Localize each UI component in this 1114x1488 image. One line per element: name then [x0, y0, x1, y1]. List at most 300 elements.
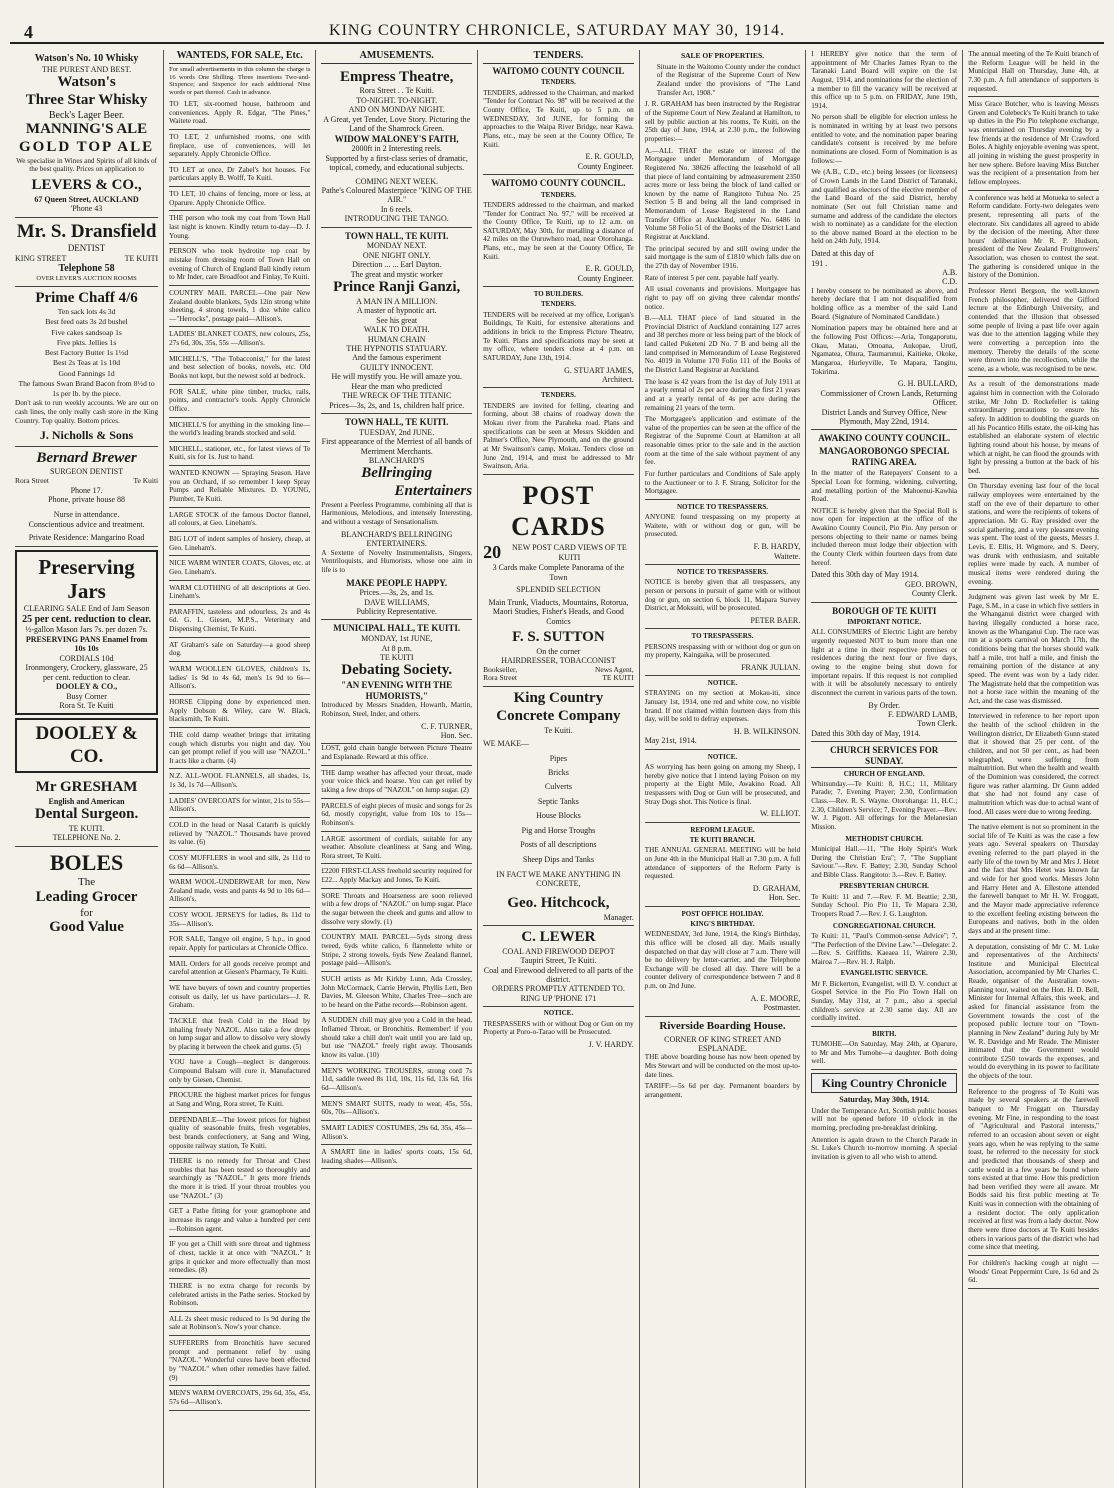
- wanted-ad: MEN'S WARM OVERCOATS, 29s 6d, 35s, 45s, 57s 6d—Allison's.: [169, 1389, 311, 1406]
- purest-text: THE PUREST AND BEST.: [42, 64, 132, 74]
- wanted-ad: PROCURE the highest market prices for fungus at Sang and Wing, Rora street, Te Kuiti.: [169, 1091, 311, 1108]
- gould2: E. R. GOULD,: [585, 264, 634, 274]
- hitchcock-name: Geo. Hitchcock,: [507, 894, 610, 911]
- grocery-item: Five pkts. Jellies 1s: [56, 337, 117, 347]
- classified-ad: PARCELS of eight pieces of music and songs for 2s 6d, mostly copyright, value from 10s to 15s—Robinson's.: [321, 801, 473, 827]
- tender4-body: TENDERS are invited for felling, clearing and forming, about 38 chains of roadway down the Mokau river from the Paraheka road. Plans and specifications can be seen at Messrs Skidden and Palmer's Office, New Plymouth, and on the ground at Mr Swainson's camp, Mokau. Tenders close on June 2nd, 1914, and must be addressed to Mr Swainson, Aria.: [483, 401, 634, 471]
- wanted-ad: COUNTRY MAIL PARCEL—One pair New Zealand double blankets, 5yds 12in strong white sheeting, 4 strong towels, 1 doz white calico—"Herrocks", postage paid—Allison's.: [169, 288, 311, 323]
- tender2-body: TENDERS addressed to the chairman, and marked "Tender for Contract No. 97," will be received at the County Office, Te Kuiti, up to 12 a.m. on SATURDAY, May 30th, for metalling a distance of 42 miles on the Ouruwhero road, near Otorohanga. Plans, etc., may be seen at the County Office, Te Kuiti.: [483, 200, 634, 261]
- for-text: for: [80, 906, 93, 919]
- dransfield-name: Mr. S. Dransfield: [16, 220, 157, 242]
- news-paragraph: The native element is not so prominent in the social life of Te Kuiti as was the case a few years ago. Several speakers on Thursday evening referred to the part played in the early life of the town by Mr and Mrs J. Hetet and the fact that Mrs Hetet was known far and wide for her good works. Messrs John and Harry Hetet and A. Ellestone attended the farewell banquet to Mr H. W. Froggatt, and the Mayor made appreciative reference to the excellent feeling existing between the Europeans and natives, both in the olden days and at the present time.: [968, 823, 1099, 935]
- baer: PETER BAER.: [750, 615, 801, 625]
- consumers-text: ALL CONSUMERS of Electric Light are hereby urgently requested NOT to burn more than one light at a time in their respective premises or residences during the next four or five days, owing to the engine being shut down for important repairs. If this request is not complied with it will be absolutely necessary to entirely disconnect the current in various parts of the town.: [811, 628, 958, 697]
- great-yet-text: A Great, yet Tender, Love Story. Picturing the Land of the Shamrock Green.: [323, 114, 471, 134]
- wanted-ad: HORSE Clipping done by experienced men. Apply Dobson & Wiley, care W. Black, blacksmith, Te Kuiti.: [169, 697, 311, 724]
- gresham-ad: [15, 776, 158, 847]
- lot-b: B.—ALL THAT piece of land situated in the Provincial District of Auckland containing 127 acres and 38 perches more or less being part of the block of land called Puketeni 2D No. 7 B and being all the land comprised in Memorandum of Lease Registered No. 4019 in Volume 170 Folio 111 of the Books of the District Land Registrar at Auckland.: [644, 314, 801, 374]
- classified-ad: SORE Throats and Hoarseness are soon relieved with a few drops of "NAZOL" on lump sugar. Place the sugar between the cheek and gums and allow to dissolve very slowly. (1): [321, 891, 473, 926]
- empress-addr: Rora Street . . Te Kuiti.: [359, 86, 434, 96]
- bullard: G. H. BULLARD,: [897, 379, 958, 389]
- pub-rep: Publicity Representative.: [356, 607, 437, 617]
- blanchards2-text: BLANCHARD'S BELLRINGING ENTERTAINERS.: [340, 529, 453, 549]
- masthead-title: KING COUNTRY CHRONICLE, SATURDAY MAY 30, 1914.: [329, 22, 785, 39]
- dr-phone: Telephone 58: [58, 263, 115, 275]
- empress-title: Empress Theatre,: [340, 68, 454, 85]
- debating-title: Debating Society.: [341, 662, 453, 679]
- entertainers-title: Entertainers: [394, 483, 473, 500]
- further-text: For further particulars and Conditions of Sale apply to the Auctioneer or to J. F. Strang, Solicitor for the Mortgagee.: [644, 470, 801, 496]
- townhall2-text: TOWN HALL, TE KUITI.: [344, 417, 449, 428]
- meth-text: Municipal Hall.—11, "The Holy Spirit's Work During the Christian Era"; 7, "The Suppliant Saviour."—Rev. F. Battey; 2.30, Sunday School and Bible Class. Rangitoto: 3.—Rev. F. Battey.: [811, 844, 958, 879]
- situate-text: Situate in the Waitomo County under the conduct of the Registrar of the Supreme Court of New Zealand under the provisions of "The Land Transfer Act, 1908.": [656, 62, 801, 97]
- dooley-big: DOOLEY & CO.: [35, 723, 138, 767]
- tonight-text: TO-NIGHT. TO-NIGHT.: [356, 95, 438, 105]
- grocery-item: Five cakes sandsoap 1s: [51, 327, 122, 337]
- concrete-title: Concrete Company: [496, 707, 621, 724]
- eng2: County Engineer.: [577, 273, 634, 283]
- fb-hardy: F. B. HARDY,: [753, 542, 801, 552]
- product-item: House Blocks: [536, 811, 581, 821]
- becks-text: Beck's Lager Beer.: [48, 109, 125, 121]
- tel2-text: TELEPHONE No. 2.: [52, 833, 121, 843]
- classified-ad: THE damp weather has affected your throat, made your voice thick and hoarse. You can get relief by taking a few drops of "NAZOL" on lump sugar. (2): [321, 768, 473, 794]
- ranji-line: He will mystify you. He will amaze you.: [331, 372, 462, 382]
- wanted-ad: MICHELL'S for anything in the smoking line—the world's leading brands stocked and sold.: [169, 420, 311, 438]
- phone88-text: Phone, private house 88: [48, 494, 125, 504]
- evening-text: "AN EVENING WITH THE HUMORISTS,": [341, 680, 453, 701]
- corner-text: CORNER OF KING STREET AND ESPLANADE.: [664, 1034, 781, 1053]
- phone17-text: Phone 17.: [70, 485, 103, 495]
- column-6: [806, 50, 963, 1488]
- sale-head: SALE OF PROPERTIES.: [680, 51, 764, 60]
- brown: GEO. BROWN,: [904, 579, 958, 589]
- wanted-ad: LADIES' BLANKET COATS, new colours, 25s, 27s 6d, 30s, 35s, 55s —Allison's.: [169, 330, 311, 348]
- dated-text: Dated at this day of: [811, 249, 874, 259]
- year191-text: 191 .: [811, 258, 828, 268]
- wanted-ad: PERSON who took hydrotite top coat by mistake from dressing room of Town Hall on evening of Church of England Ball kindly return to Mr Inder, care Broadfoot and Finlay, Te Kuiti.: [169, 247, 311, 282]
- municipal-text: MUNICIPAL HALL, TE KUITI.: [333, 623, 461, 634]
- mystic-text: The great and mystic worker: [350, 269, 443, 279]
- dr-addr-right: TE KUITI: [124, 253, 159, 263]
- watsons-text: Watson's: [57, 74, 116, 91]
- chaff-ad: [15, 287, 158, 447]
- ranji-line: Prices—3s, 2s, and 1s, children half price.: [329, 400, 465, 410]
- news-paragraph: Professor Henri Bergson, the well-known French philosopher, delivered the Gifford lecture at the Edinburgh University, and contended that the illusion that obsessed some people of living a past life over again was due to the attention lagging while they were converting a perception into the memory. Thereby the details of the scene were thrown into the recollection, while the scene, as a whole, was recognised to be new.: [968, 287, 1099, 373]
- ranji-name: Prince Ranji Ganzi,: [333, 279, 461, 296]
- levers-text: LEVERS & CO.,: [31, 177, 142, 194]
- tekuiti-text: Te Kuiti: [133, 475, 159, 485]
- concrete-ad: [483, 687, 634, 926]
- wanted-ad: DEPENDABLE—The lowest prices for highest quality of seasonable fruits, fresh vegetables, best brands confectionery, at Sang and Wing, opposite railway station, Te Kuiti.: [169, 1115, 311, 1150]
- hon-sec: Hon. Sec.: [768, 893, 801, 903]
- column-2: [164, 50, 316, 1488]
- mangaorongo-title: MANGAOROBONGO SPECIAL RATING AREA.: [819, 446, 950, 467]
- persons-text: PERSONS trespassing with or without dog or gun on my property, Kaingaika, will be prosecuted.: [644, 642, 801, 660]
- wanted-ad: THERE is no remedy for Throat and Chest troubles that has been tested so thoroughly and searchingly as "NAZOL." It gets more friends the more it is tried. If your throat troubles you use "NAZOL." (3): [169, 1157, 311, 1200]
- sextette-text: A Sextette of Novelty Instrumentalists, Singers, Ventriloquists, and Humorists, whose one aim in life is to: [321, 548, 473, 574]
- all-tres: NOTICE is hereby given that all trespassers, any person or persons in pursuit of game with or without dog or gun, on section 6, block 11, Mapara Survey District, at Moksuiti, will be prosecuted.: [644, 578, 801, 613]
- lease-text: The lease is 42 years from the 1st day of July 1911 at a yearly rental of 2s per acre during the first 21 years and at a yearly rental of 4s per acre during the remaining 21 years of the term.: [644, 377, 801, 412]
- blanchards-text: BLANCHARD'S: [368, 456, 425, 465]
- notice-tres2: NOTICE TO TRESPASSERS.: [676, 568, 769, 576]
- wanted-ad: TO LET, 10 chains of fencing, more or less, at Oparure. Apply Chronicle Office.: [169, 190, 311, 207]
- good-value-text: Good Value: [49, 919, 124, 936]
- classified-ad: SMART LADIES' COSTUMES, 29s 6d, 35s, 45s—Allison's.: [321, 1123, 473, 1141]
- kc-title: King Country: [513, 690, 604, 707]
- district-lands: District Lands and Survey Office, New Plymouth, May 22nd, 1914.: [821, 407, 947, 426]
- principal-text: The principal secured by and still owing under the said mortgage is the sum of £1810 which falls due on the 27th day of November 1916.: [644, 244, 801, 270]
- bellringing-ad: [321, 414, 472, 620]
- six-reels: In 6 reels.: [380, 204, 413, 214]
- ranji-line: See his great: [376, 315, 418, 325]
- classified-ad: LARGE assortment of cordials, suitable for any weather. Absolute cleanliness at Sang and Wing, Rora street, Te Kuiti.: [321, 834, 473, 860]
- introduced-text: Introduced by Messrs Snadden, Howarth, Martin, Robinson, Steel, Inder, and others.: [321, 701, 473, 718]
- riverside-title: Riverside Boarding House.: [659, 1019, 786, 1032]
- pans-text: PRESERVING PANS Enamel from 10s 10s: [25, 634, 148, 654]
- straying-text: STRAYING on my section at Mokau-iti, since January 1st, 1914, one red and white cow, no visible brand. If not claimed within fourteen days from this day, will be sold to defray expenses.: [644, 689, 801, 724]
- grocery-item: Ten sack lots 4s 3d: [57, 307, 116, 317]
- postmaster: Postmaster.: [763, 1003, 801, 1013]
- classified-ad: A SMART line in ladies' sports coats, 15s 6d, leading shades—Allison's.: [321, 1148, 473, 1165]
- tenders1-text: TENDERS.: [541, 78, 576, 87]
- leading-text: Leading Grocer: [35, 888, 138, 905]
- watsons-ad: [15, 50, 158, 218]
- news-paragraph: Interviewed in reference to her report upon the health of the school children in the Wellington district, Dr Elizabeth Gunn stated that it showed that 25 per cent. of the children, and not 50 per cent., as had been telegraphed, were suffering from malnutrition. But when the health and wealth of the Dominion was considered, the correct figure was rather alarming. Dr Gunn added that she had not found any case of malnutrition which was due to actual want of food. All cases were due to wrong feeding.: [968, 712, 1099, 816]
- news-paragraph: Miss Grace Butcher, who is leaving Messrs Green and Colebeck's Te Kuiti branch to take up duties in the Pio Pio telephone exchange, was entertained on Thursday evening by a few friends at the residence of Mr Crawford Boles. A highly enjoyable evening was spent, all joining in wishing the guest prosperity in her new sphere. Before leaving Miss Butcher was the recipient of a presentation from her fellow employees.: [968, 100, 1099, 186]
- postcards-title: POST CARDS: [511, 480, 606, 541]
- county-clerk: County Clerk.: [911, 589, 958, 599]
- wanted-ad: NICE WARM WINTER COATS, Gloves, etc. at Geo. Lineham's.: [169, 559, 311, 576]
- news-paragraph: On Thursday evening last four of the local railway employees were entertained by the staff on the eve of their departure to other stations, and were the recipients of tokens of appreciation. Mr G. Ray presided over the social gathering, and a very pleasant evening was spent. The toast of the guests, Messrs J. Levis, E. Ellis, H. Wigmore, and S. Deery, was drunk with enthusiasm, and suitable replies were made by each. A number of musical items were rendered during the evening.: [968, 482, 1099, 586]
- elliot: W. ELLIOT.: [760, 809, 801, 819]
- wanted-ad: MICHELL, stationer, etc., for latest views of Te Kuiti, six for 1s. Just to hand.: [169, 444, 311, 462]
- column-4: [478, 50, 640, 1488]
- classified-ad: A SUDDEN chill may give you a Cold in the head, Inflamed Throat, or Bronchitis. Remember! if you should take a chill don't wait until you are laid up, but use "NAZOL" freely right away. Thousands know its value. (10): [321, 1016, 473, 1060]
- ranji-line: WALK TO DEATH.: [363, 325, 430, 335]
- in-fact-text: IN FACT WE MAKE ANYTHING IN CONCRETE,: [496, 870, 621, 889]
- supported-text: Supported by a first-class series of dramatic, topical, comedy, and educational subjects.: [325, 153, 468, 173]
- coming-text: COMING NEXT WEEK.: [355, 176, 438, 186]
- congr-text: Te Kuiti: 11, "Paul's Common-sense Advice"; 7, "The Perfection of the Divine Law."—Delegate: 2.—Rev. S. Griffiths. Kaeaea 11, Wairere 2.30, Mairoa 7.—Rev. H. J. Ralph.: [811, 931, 958, 966]
- wed-text: WEDNESDAY, 3rd June, 1914, the King's Birthday, this office will be closed all day. Mails usually despatched on that day will close at 7 a.m. There will be no delivery by letter-carrier, and the Telephone Exchange will be closed all day. There will be a counter delivery of correspondence between 7 and 8 p.m. on 2nd June.: [644, 930, 801, 991]
- wanted-ad: THE cold damp weather brings that irritating cough which disturbs you night and day. You can get prompt relief if you will use "NAZOL." It acts like a charm. (4): [169, 730, 311, 765]
- important-title: IMPORTANT NOTICE.: [847, 618, 922, 627]
- wanted-ad: COSY MUFFLERS in wool and silk, 2s 11d to 6s 6d—Allison's.: [169, 853, 311, 871]
- on-corner: On the corner: [536, 646, 581, 656]
- consent-text: I hereby consent to be nominated as above, and hereby declare that I am not disqualified from holding office as a member of the said Land Board. (Signature of Nominated Candidate.): [811, 286, 958, 321]
- form-text: We (A.B., C.D., etc.) being lessees (or licensees) of Crown Lands in the Land District of Taranaki, and qualified as electors of the elective member of the Land Board of the said District, hereby nominate (Set out full Christian name and surname and address of the candidate the electors wish to nominate) as a candidate for the election to the above named Board at the election to be held on 24th July, 1914.: [811, 168, 958, 246]
- prices-text: Prices.—3s, 2s, and 1s.: [359, 588, 434, 598]
- notice2: NOTICE.: [707, 752, 738, 761]
- classified-ad: SUCH artists as Mr Kirkby Lunn, Ada Crossley, John McCormack, Carrie Herwin, Phyllis Lett, Ben Davies, M. Gleeson White, Charles Tree—such are to be heard on the Pathe records—Robinson agent.: [321, 974, 473, 1009]
- rora-left: Rora Street: [483, 673, 518, 683]
- nicholls-name: J. Nicholls & Sons: [39, 428, 134, 443]
- tango-text: INTRODUCING THE TANGO.: [344, 214, 449, 224]
- eng-amer: English and American: [48, 796, 125, 806]
- bellringing-title: Bellringing: [361, 465, 433, 482]
- col3-misc-list: [321, 744, 472, 1169]
- wanted-ad: LARGE STOCK of the famous Doctor flannel, all colours, at Geo. Lineham's.: [169, 510, 311, 528]
- news-paragraphs: [968, 50, 1099, 1289]
- wanted-ad: WE have buyers of town and country properties consult us daily, let us have particulars—J. R. Graham.: [169, 983, 311, 1010]
- dransfield-ad: [15, 218, 158, 287]
- wanted-ad: COSY WOOL JERSEYS for ladies, 8s 11d to 35s—Allison's.: [169, 911, 311, 928]
- classified-ad: £2200 FIRST-CLASS freehold security required for £22... Apply Mackay and Jones, Te Kuiti.: [321, 867, 473, 885]
- builders-title: TO BUILDERS.: [533, 290, 584, 299]
- methodist-title: METHODIST CHURCH.: [845, 834, 924, 843]
- brewer-ad: [15, 447, 158, 547]
- product-item: Posts of all descriptions: [520, 840, 597, 850]
- te-kuiti-caps: TE KUITI.: [68, 824, 105, 834]
- present-text: Present a Peerless Programme, combining all that is Harmonious, Melodious, and intensely Interesting, and without a vestage of Sensationalism.: [321, 500, 473, 527]
- wanted-ad: TO LET, six-roomed house, bathroom and conveniences. Apply R. Edgar, "The Pines," Waitete road.: [169, 99, 311, 126]
- wanted-ad: WARM WOOLLEN GLOVES, children's 1s, ladies' 1s 9d to 4s 6d, men's 1s 9d to 6s—Allison's.: [169, 665, 311, 691]
- levers-phone: 'Phone 43: [70, 204, 103, 214]
- wanted-ad: FOR SALE, Tangye oil engine, 5 h.p., in good repair. Apply for particulars at Chronicle Office.: [169, 935, 311, 953]
- te-kuiti-text: Te Kuiti.: [544, 725, 573, 735]
- wanted-ad: SUFFERERS from Bronchitis have secured prompt and permanent relief by using "NAZOL." Wonderful cures have been effected by "NAZOL" when other remedies have failed. (9): [169, 1339, 311, 1382]
- coal-text: COAL AND FIREWOOD DEPOT: [502, 946, 615, 956]
- column-3: [316, 50, 478, 1488]
- news-paragraph: A conference was held at Motueka to select a Reform candidate. Forty-two delegates were present, representing all parts of the electorate. Six candidates all agreed to abide by the decision of the meeting. After three hours' deliberation Mr R. P. Hudson, president of the New Zealand Fruitgrowers' Association, was chosen to contest the seat. The gathering is considered unique in the history of the Dominion.: [968, 193, 1099, 280]
- tekuiti-text: TE KUITI: [379, 652, 414, 662]
- church-head: CHURCH SERVICES FOR SUNDAY.: [811, 745, 957, 767]
- to-tres: TO TRESPASSERS.: [691, 632, 754, 641]
- tumohe-text: TUMOHE—On Saturday, May 24th, at Oparure, to Mr and Mrs Tumohe—a daughter. Both doing well.: [811, 1040, 958, 1066]
- rate-text: Rate of interest 5 per cent. payable half yearly.: [644, 273, 779, 282]
- special-roll: NOTICE is hereby given that the Special Roll is now open for inspection at the office of the Awakino County Council, Pio Pio. Any person or persons objecting to their name or names being included thereon must lodge their objection with the County Clerk within fourteen days from date hereof.: [811, 506, 958, 567]
- dgraham: D. GRAHAM,: [752, 883, 801, 893]
- coe-title: CHURCH OF ENGLAND.: [843, 769, 925, 778]
- monday1-text: MONDAY, 1st JUNE,: [361, 634, 433, 644]
- wanted-ad: TO LET at once, Dr Zabel's hot houses. For particulars apply B. Wolff, Te Kuiti.: [169, 165, 311, 183]
- news-paragraph: The annual meeting of the Te Kuiti branch of the Reform League will be held in the Municipal Hall on Thursday, June 4th, at 7.30 p.m. A full attendance of supporters is requested.: [968, 50, 1099, 93]
- the-text: The: [78, 875, 96, 888]
- page-number: 4: [24, 22, 33, 42]
- ranji-ad: [321, 228, 472, 414]
- wanted-ad: THERE is no extra charge for records by celebrated artists in the Pathe series. Stocked by Robinson.: [169, 1281, 311, 1308]
- nom-papers: Nomination papers may be obtained here and at the following Post Offices:—Aria, Tongaporutu, Okau, Matau, Omoana, Aukopae, Urutī, Ngamatea, Ohura, Taumarunui, Kaitieke, Okoke, Mangaroa, Hurleyville, Te Mapara, Tangitu, Tokirima.: [811, 324, 958, 376]
- wanted-ad: MAIL Orders for all goods receive prompt and careful attention at Giesen's Pharmacy, Te Kuiti.: [169, 959, 311, 977]
- hon-sec-text: Hon. Sec.: [440, 731, 473, 740]
- lot-a: A.—ALL THAT the estate or interest of the Mortgagee under Memorandum of Mortgage Registered No. 38626 affecting the leasehold of all that piece of land containing by admeasurement 2350 acres more or less being the block of land called or known by the name of Rangitoto Tuhua No. 25 Section 5 B and being all the land comprised in Memorandum of Lease Registered in the Land Transfer Office at Auckland, under No. 6486 in Volume 58 Folio 51 of the Books of the District Land Registrar at Auckland.: [644, 146, 801, 242]
- dr-rooms: OVER LEVER'S AUCTION ROOMS: [36, 274, 137, 282]
- eng1: County Engineer.: [577, 161, 634, 171]
- monday-next: MONDAY NEXT.: [366, 241, 427, 251]
- evang-text: Mr F. Bickerton, Evangelist, will D. V. conduct at Gospel Service in the Pio Pio Town Hall on Sunday, May 31st, at 7 p.m., also a special children's service at 2.30 same day. All are cordially invited.: [811, 979, 958, 1023]
- we-make: WE MAKE—: [483, 739, 530, 749]
- empress-ad: [321, 66, 472, 228]
- kc-date: Saturday, May 30th, 1914.: [839, 1095, 930, 1105]
- ranji-line: THE HYPNOTIS STATUARY.: [346, 344, 448, 354]
- dooley-ad: [15, 718, 158, 773]
- commissioner: Commissioner of Crown Lands, Returning Officer.: [820, 388, 958, 408]
- column-7: [963, 50, 1104, 1488]
- wanted-ad: PARAFFIN, tasteless and odourless, 2s and 4s 6d. G. L. Giesen, M.P.S., Veterinary and Dispensing Chemist, Te Kuiti.: [169, 607, 311, 634]
- grocery-item: Best Factory Butter 1s 1½d: [44, 348, 129, 358]
- clearing-text: CLEARING SALE End of Jam Season: [23, 604, 150, 614]
- wanted-ad: TACKLE that fresh Cold in the Head by inhaling freely NAZOL. Also take a few drops on lump sugar and allow to dissolve very slowly by placing it between the cheek and gums. (5): [169, 1016, 311, 1051]
- mortgagee-app: The Mortgagee's application and estimate of the value of the properties can be seen at the office of the Registrar of the Supreme Court at Hamilton at all reasonable times prior to the sale and in the auction room at the time of the sale without payment of any fee.: [644, 415, 801, 467]
- cd-text: C.D.: [942, 277, 958, 287]
- architect-text: Architect.: [602, 375, 634, 385]
- ranji-line: A master of hypnotic art.: [356, 306, 437, 316]
- taupiri-text: Taupiri Street, Te Kuiti.: [520, 956, 597, 966]
- evangelistic-title: EVANGELISTIC SERVICE.: [840, 969, 928, 978]
- dooley-small: DOOLEY & CO.,: [56, 682, 118, 692]
- po-holiday: POST OFFICE HOLIDAY.: [681, 909, 764, 918]
- dated30: Dated this 30th day of May, 1914.: [811, 728, 921, 738]
- wanteds-intro: For small advertisements in this column the charge is 16 words One Shilling. Three insertions Two-and-Sixpence; and Sixpence for each additional Nine words or part thereof. Cash in advance.: [169, 65, 311, 97]
- column-5: [640, 50, 806, 1488]
- trespass-body: TRESPASSERS with or without Dog or Gun on my Property at Poro-o-Tarao will be Prosecuted.: [483, 1019, 634, 1037]
- lamb: F. EDWARD LAMB,: [888, 710, 958, 720]
- presby-title: PRESBYTERIAN CHURCH.: [839, 882, 929, 891]
- julian: FRANK JULIAN.: [741, 662, 801, 672]
- reform-title: REFORM LEAGUE.: [690, 825, 755, 834]
- surgeon-text: SURGEON DENTIST: [50, 467, 124, 477]
- tenders4-text: TENDERS.: [541, 391, 576, 400]
- pc-num: 20: [483, 542, 502, 563]
- rora-st-text: Rora St. Te Kuiti: [59, 700, 114, 710]
- dental-text: Dental Surgeon.: [34, 806, 139, 823]
- editorial-text: Under the Temperance Act, Scottish public houses will not be opened before 10 o'clock in the morning, precluding pre-breakfast drinking.: [811, 1106, 958, 1132]
- product-item: Sheep Dips and Tanks: [522, 854, 594, 864]
- nurse-text: Nurse in attendance.: [53, 510, 120, 520]
- classified-ad: LOST, gold chain bangle between Picture Theatre and Esplanade. Reward at this office.: [321, 744, 473, 762]
- wanted-ad: FOR SALE, white pine timber, trucks, rails, points, and contractor's tools. Apply Chronicle Office.: [169, 387, 311, 413]
- widow-title: WIDOW MALONEY'S FAITH,: [334, 133, 459, 144]
- feet-text: 2000ft in 2 Interesting reels.: [351, 144, 442, 154]
- notice1: NOTICE.: [707, 679, 738, 688]
- watsons10-text: Watson's No. 10 Whisky: [34, 53, 139, 64]
- notice-head: NOTICE.: [543, 1009, 574, 1018]
- preserving-ad: [15, 550, 158, 716]
- boarding-text: THE above boarding house has now been opened by Mrs Stewart and will be conducted on the most up-to-date lines.: [644, 1053, 801, 1079]
- news-paragraph: Reference to the progress of Te Kuiti was made by several speakers at the farewell banquet to Mr Froggatt on Thursday evening. Mr Fine, in responding to the toast of "Agricultural and Pastoral interests," referred to an occasion about seven or eight years ago, when he was replying to the same toast, he referred to the necessity for stock and predicted that thousands of sheep and cattle would in a few years be found where tons existed at that time. How this prediction had been verified they were all aware. Mr Bodds said his first public meeting at Te Kuiti was in connection with the obtaining of a resident doctor. The only application received at first was from a lady doctor. Now there were three doctors at Te Kuiti besides others in various parts of the district who had come since that meeting.: [968, 1087, 1099, 1252]
- wanted-ad: AT Graham's sale on Saturday—a good sheep dog.: [169, 640, 311, 658]
- classified-ad: MEN'S WORKING TROUSERS, strong cord 7s 11d, saddle tweed 8s 11d, 10s, 11s 6d, 13s 6d, 16s 6d—Allison's.: [321, 1066, 473, 1092]
- grocery-item: Best feed oats 3s 2d bushel: [45, 317, 128, 327]
- waitomo1-title: WAITOMO COUNTY COUNCIL: [492, 65, 625, 76]
- wanted-ad: N.Z. ALL-WOOL FLANNELS, all shades, 1s, 1s 3d, 1s 7d—Allison's.: [169, 772, 311, 790]
- product-item: Pipes: [549, 753, 568, 763]
- news-paragraph: Judgment was given last week by Mr E. Page, S.M., in a case in which five settlers in the Whanganui district were charged with having illegally conducted a horse race, known as the Whanganui Cup. The race was run at a sports carnival on March 17th, the conditions being that the horses should walk half a mile, trot half a mile, and finish the remaining portion of the distance at any speed. The event was won by a lady rider. The Magistrate held that the competition was not a horse race within the meaning of the Act, and the case was dismissed.: [968, 593, 1099, 705]
- tariff-text: TARIFF:—5s 6d per day. Permanent boarders by arrangement.: [644, 1082, 801, 1099]
- at8-text: At 8 p.m.: [381, 643, 412, 653]
- waitete: Waitete.: [773, 551, 801, 561]
- kings-bday: KING'S BIRTHDAY.: [690, 919, 755, 928]
- wanted-ad: WARM CLOTHING of all descriptions at Geo. Lineham's.: [169, 583, 311, 601]
- private-res: Private Residence: Mangarino Road: [28, 533, 145, 543]
- lewer-name: C. LEWER: [521, 929, 596, 946]
- three-star-text: Three Star Whisky: [25, 91, 148, 108]
- grocery-item: The famous Swan Brand Bacon from 8½d to 1s per lb. by the piece.: [18, 378, 155, 399]
- conscientious-text: Conscientious advice and treatment.: [28, 519, 145, 529]
- tk-branch: TE KUITI BRANCH.: [689, 836, 756, 845]
- pc-text: NEW POST CARD VIEWS OF TE KUITI: [512, 543, 627, 562]
- wanted-ad: GET a Pathe fitting for your gramophone and increase its range and value a hundred per cent—Robinson agent.: [169, 1207, 311, 1233]
- grocery-item: Good Fannings 1d: [58, 368, 115, 378]
- wanted-ad: YOU have a Cough—neglect is dangerous. Compound Balsam will cure it. Manufactured only by Giesen, Chemist.: [169, 1058, 311, 1084]
- waitomo2-title: WAITOMO COUNTY COUNCIL.: [491, 178, 626, 189]
- product-item: Culverts: [544, 782, 572, 792]
- hereby-text: I HEREBY give notice that the term of appointment of Mr Charles James Ryan to the Taranaki Land Board will expire on the 1st August, 1914, and nominations for the election of a member to fill the vacancy will be received at this office up to 5 p.m. on FRIDAY, June 19th, 1914.: [811, 50, 958, 110]
- dated-this: Dated this 30th day of May 1914.: [811, 570, 919, 580]
- one-night: ONE NIGHT ONLY.: [362, 250, 431, 260]
- wanteds-list: [169, 100, 310, 1411]
- preserving-title: Preserving Jars: [38, 554, 135, 604]
- wanteds-heading: WANTEDS, FOR SALE, Etc.: [169, 50, 310, 64]
- dr-addr-left: KING STREET: [15, 253, 67, 263]
- orders-text: ORDERS PROMPTLY ATTENDED TO.: [491, 984, 625, 994]
- james-text: G. STUART JAMES,: [564, 365, 634, 375]
- masthead: [10, 22, 1104, 44]
- make-people: MAKE PEOPLE HAPPY.: [346, 577, 448, 588]
- hardy-text: J. V. HARDY.: [588, 1039, 634, 1049]
- column-1: [10, 50, 164, 1488]
- coe-text: Whitsunday.—Te Kuiti: 8, H.C.; 11, Military Parade; 7, Evening Prayer; 2.30, Confirmation Class.—Rev. R. S. Wayne. Otorohanga: 11, H.C.; 2.30, Children's Service; 7, Evening Prayer.—Rev. W. J. Pigott. All offerings for the Melanesian Mission.: [811, 779, 958, 832]
- main-trunk-text: Main Trunk, Viaducts, Mountains, Rotorua, Maori Studies, Fisher's Heads, and Good Comics: [488, 597, 629, 626]
- news-paragraph: As a result of the demonstrations made against him in connection with the Colorado strike, Mr John D. Rockefeller is taking extraordinary precautions to ensure his safety. In addition to doubling the guards on all his Pocantico Hills estate, the oil-king has established an elaborate system of electric lighting round about his house, by means of which at night, he can flood the grounds with light by pressing a button at the back of his bed.: [968, 380, 1099, 475]
- tuesday-text: TUESDAY, 2nd JUNE.: [359, 427, 435, 437]
- wanted-ad: ALL 2s sheet music reduced to 1s 9d during the sale at Robinson's. Now's your chance.: [169, 1314, 311, 1332]
- cordials-text: CORDIALS 10d: [59, 653, 114, 663]
- presby-text: Te Kuiti: 11 and 7.—Rev. F. M. Beattie; 2.30, Sunday School. Pio Pio 11, Te Mapara 2.30, Troopers Road 7.—Rev. J. G. Laughton.: [811, 892, 958, 919]
- busy-text: Busy Corner: [66, 691, 107, 701]
- congr-title: CONGREGATIONAL CHURCH.: [832, 921, 936, 930]
- delivered-text: Coal and Firewood delivered to all parts of the district.: [483, 965, 634, 985]
- news-paragraph: A deputation, consisting of Mr C. M. Luke and representatives of the Architects' Institute and Municipal Electrical Association, accompanied by Mr Charles C. Reade, organiser of the Australian town-planning tour, waited on the Hon. H. D. Bell, Minister for Internal Affairs, this week, and asked for financial assistance from the Government towards the cost of the proposed public lecture tour on "Town-planning in New Zealand" during July by Mr W. R. Davidge and Mr Reade. The Minister intimated that the Government would contribute £250 towards the expenses, and would do everything in its power to facilitate the objects of the tour.: [968, 942, 1099, 1081]
- notice-tres1: NOTICE TO TRESPASSERS.: [676, 502, 769, 511]
- product-item: Bricks: [547, 767, 569, 777]
- tender1-body: TENDERS, addressed to the Chairman, and marked "Tender for Contract No. 98" will be received at the County Office, Te Kuiti, up to 5 p.m. on WEDNESDAY, 3rd JUNE, for forming the approaches to the Waipa River Bridge, near Kawa. Plans, etc., may be seen at the County Office, Te Kuiti.: [483, 88, 634, 149]
- amusements-heading: AMUSEMENTS.: [321, 50, 472, 64]
- postcards-ad: [483, 478, 634, 687]
- matter-text: In the matter of the Ratepayers' Consent to a Special Loan for forming, widening, culverting, and metalling portion of the Mahoenui-Kawhia Road.: [811, 469, 958, 504]
- ranji-line: Hear the man who predicted: [351, 381, 443, 391]
- classified-ad: MEN'S SMART SUITS, ready to wear, 45s, 55s, 60s, 70s—Allison's.: [321, 1099, 473, 1117]
- rora-text: Rora Street: [15, 475, 49, 485]
- bookseller-right: News Agent,: [595, 664, 634, 674]
- no-person-text: No person shall be eligible for election unless he is nominated in writing by at least two persons entitled to vote, and the nomination paper bearing candidate's consent is received by me before nominations are closed. Form of Nomination is as follows:—: [811, 113, 958, 165]
- borough-title: BOROUGH OF TE KUITI: [832, 605, 937, 616]
- town-clerk: Town Clerk.: [917, 719, 958, 729]
- agm-text: THE ANNUAL GENERAL MEETING will be held on June 4th in the Municipal Hall at 7.30 p.m. A full attendance of supporters of the Reform Party is requested.: [644, 846, 801, 881]
- townhall-text: TOWN HALL, TE KUITI.: [344, 230, 449, 241]
- ironmongery-text: Ironmongery, Crockery, glassware, 25 per cent. reduction to clear.: [25, 663, 148, 682]
- dentist-text: DENTIST: [67, 243, 106, 254]
- wanted-ad: LADIES' OVERCOATS for winter, 21s to 55s—Allison's.: [169, 796, 311, 814]
- classified-ad: COUNTRY MAIL PARCEL—5yds strong dress tweed, 6yds white calico, 6 flannelette white or Stripe, 2 strong towels, 6yds New Zealand flannel, postage paid—Allison's.: [321, 933, 473, 968]
- percent-text: 25 per cent. reduction to clear.: [22, 613, 152, 625]
- pc-three: 3 Cards make Complete Panorama of the Town: [492, 563, 625, 582]
- wanted-ad: WARM WOOL-UNDERWEAR for men, New Zealand made, vests and pants 4s 9d to 10s 6d—Allison's.: [169, 878, 311, 904]
- tenders2-text: TENDERS.: [541, 190, 576, 199]
- moore: A. E. MOORE,: [750, 993, 801, 1003]
- gresham-name: Mr GRESHAM: [35, 779, 138, 796]
- mason-text: ½-gallon Mason Jars 7s. per dozen 7s.: [25, 625, 148, 635]
- tenders-heading: TENDERS.: [483, 50, 634, 64]
- monday-text: AND ON MONDAY NIGHT.: [348, 105, 445, 115]
- ranji-line: A MAN IN A MILLION.: [356, 296, 438, 306]
- ring-text: RING UP 'PHONE 171: [520, 993, 597, 1003]
- attention-text: Attention is again drawn to the Church Parade in St. Luke's Church to-morrow morning. A special invitation is given to all who wish to attend.: [811, 1135, 958, 1161]
- cash-note: Don't ask to run weekly accounts. We are out on cash lines, the only really cash store in the King Country. Top quality. Bottom prices.: [15, 399, 159, 425]
- wanted-ad: MICHELL'S, "The Tobacconist," for the latest and best selection of books, novels, etc. Old Books not kept, but the newest sold at bedrock.: [169, 354, 311, 380]
- wanted-ad: COLD in the head or Nasal Catarrh is quickly relieved by "NAZOL." Thousands have proved its value. (6): [169, 820, 311, 847]
